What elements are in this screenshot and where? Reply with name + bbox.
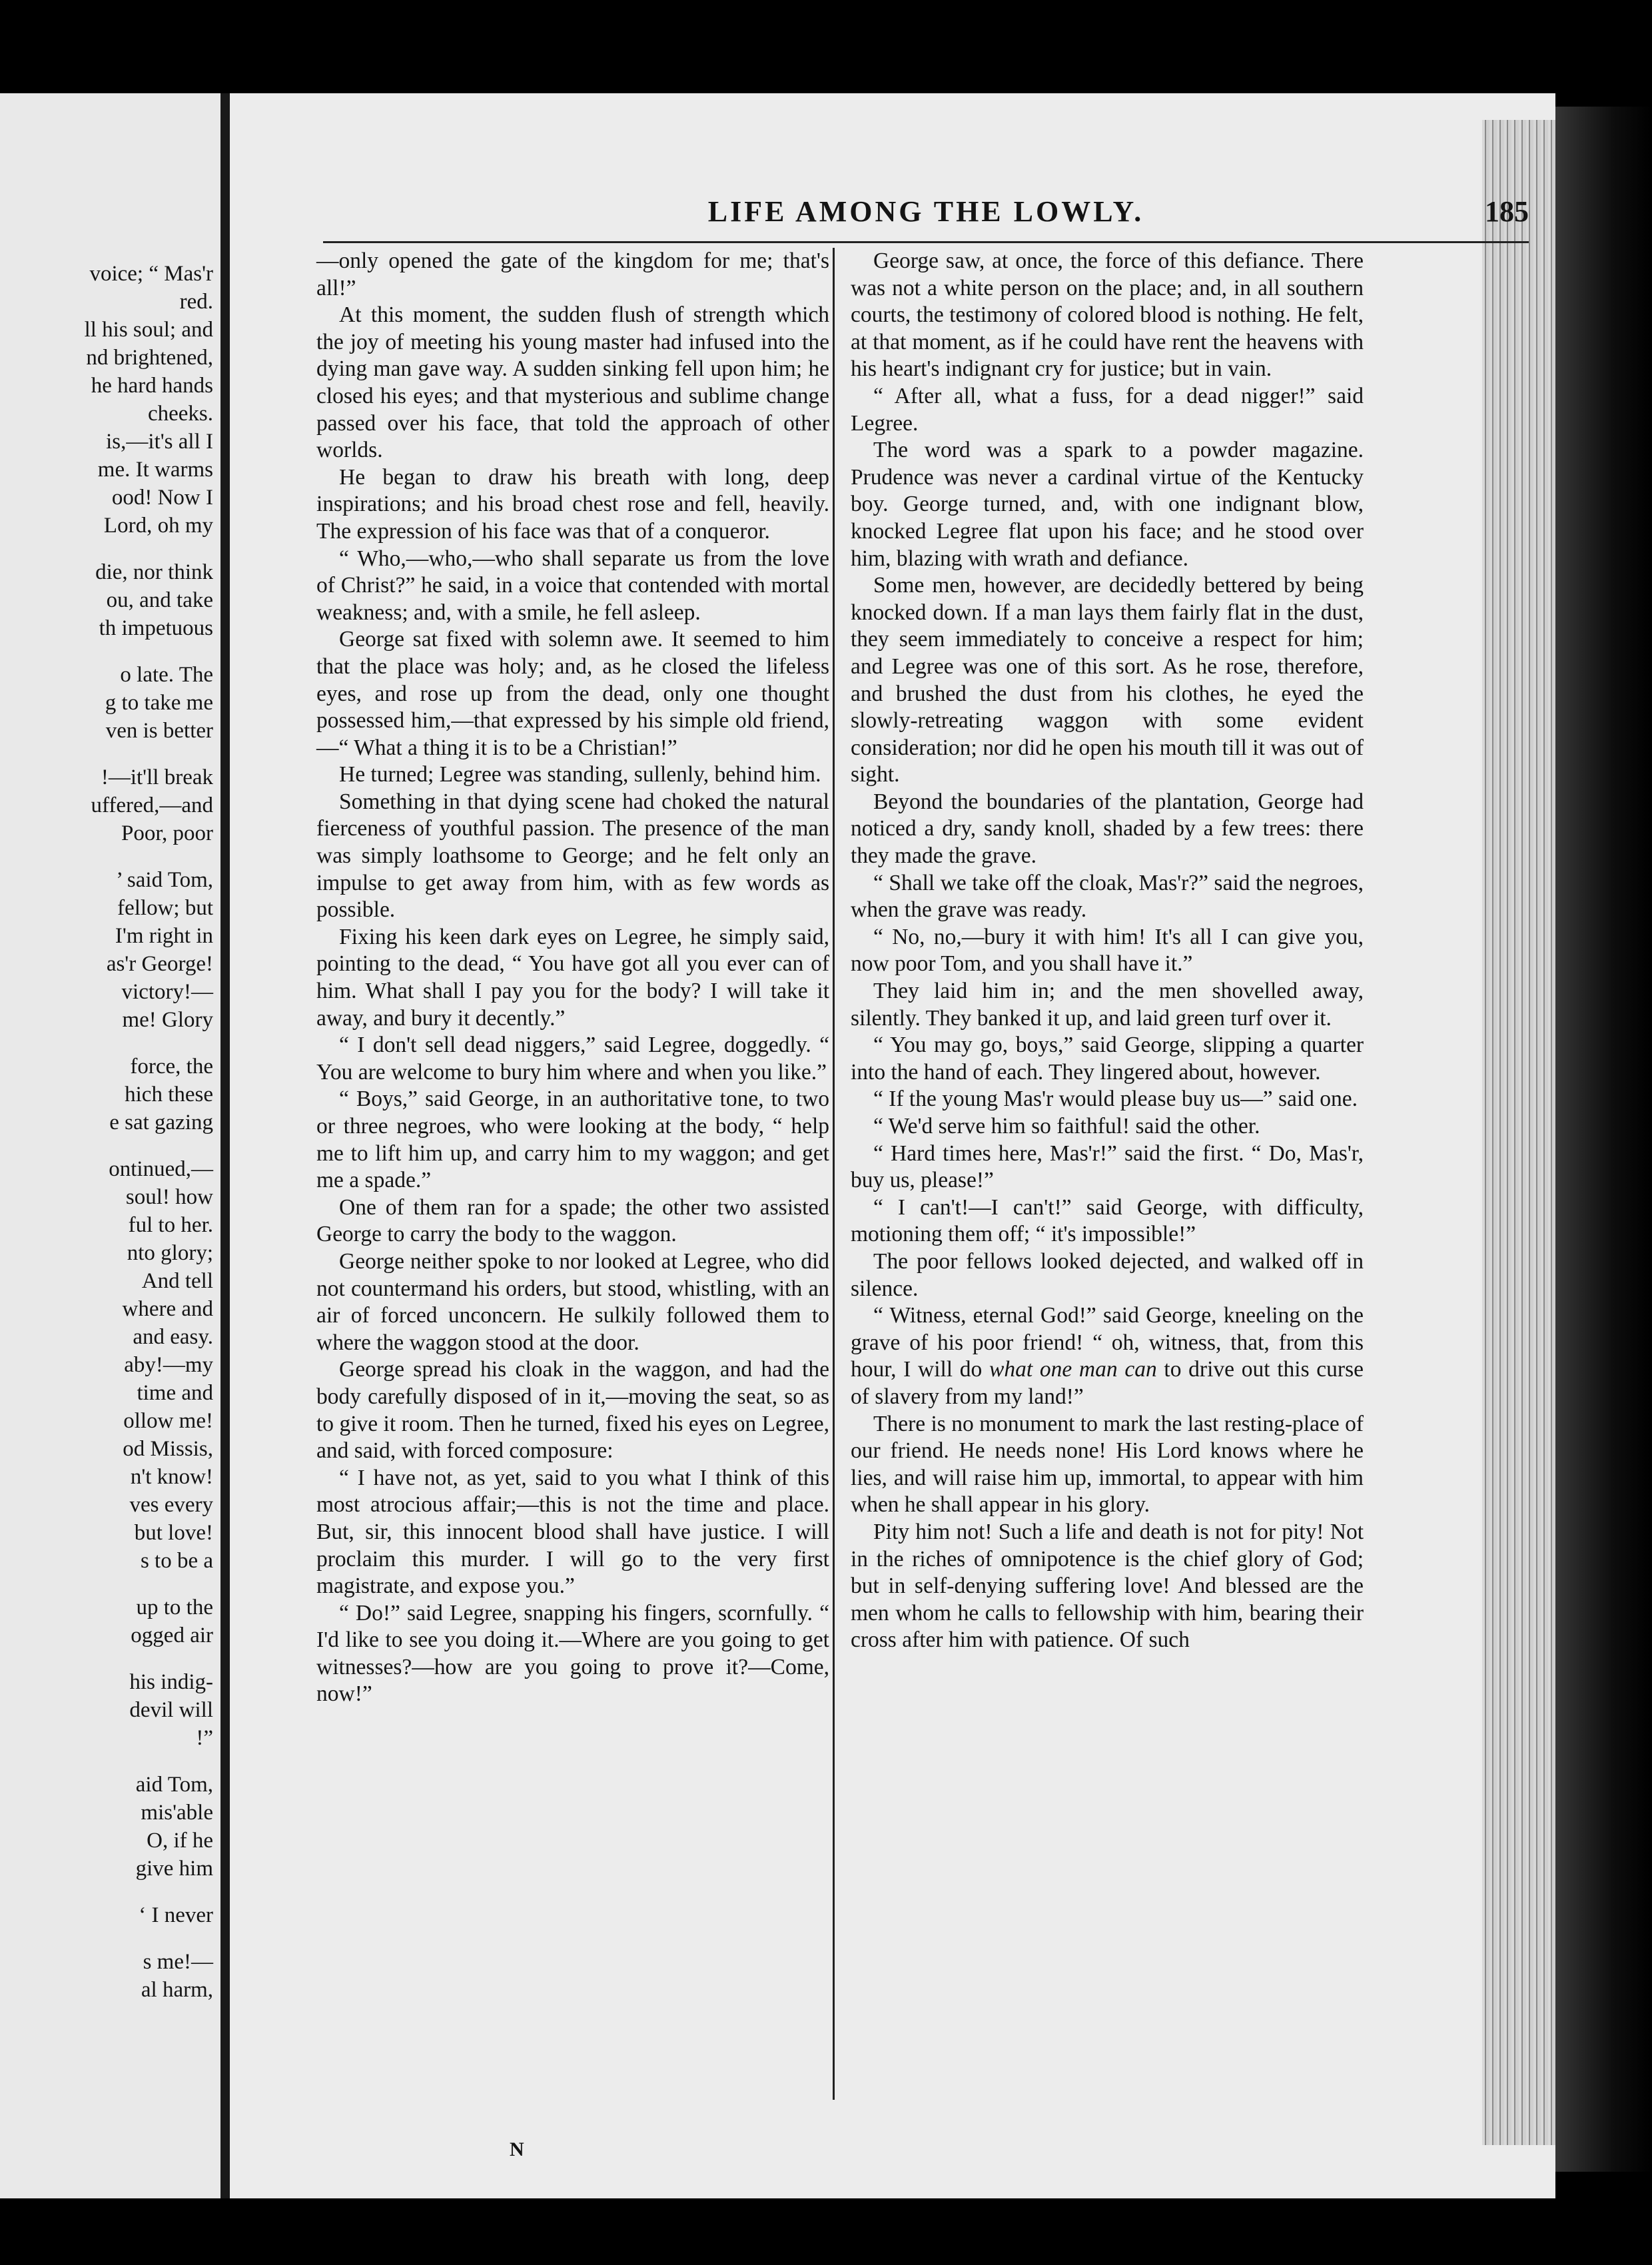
page-number: 185: [1485, 195, 1529, 228]
text-fragment: soul! how: [125, 1185, 213, 1209]
italic-phrase: what one man can: [989, 1357, 1157, 1382]
text-fragment: ven is better: [105, 719, 213, 743]
text-fragment: !—it'll break: [101, 765, 213, 789]
text-fragment: ’ said Tom,: [116, 868, 213, 892]
text-fragment: s me!—: [143, 1950, 213, 1974]
paragraph: George spread his cloak in the waggon, and had the body carefully disposed of in it,—moving the seat, so as to give it room. Then he turned, fixed his eyes on Legree, and said, with forced composure:: [316, 1357, 829, 1464]
text-fragment: Poor, poor: [121, 821, 213, 845]
page-header: [323, 195, 1529, 234]
paragraph: “ We'd serve him so faithful! said the other.: [873, 1114, 1260, 1138]
text-fragment: devil will: [129, 1698, 213, 1722]
paragraph-gap: [0, 1575, 213, 1593]
text-fragment: I'm right in: [115, 924, 213, 948]
text-fragment: give him: [135, 1857, 213, 1881]
text-fragment: nto glory;: [127, 1241, 213, 1265]
text-fragment: and easy.: [133, 1325, 213, 1349]
left-column: [316, 248, 829, 1708]
paragraph: Something in that dying scene had choked the natural fierceness of youthful passion. The presence of the man was simply loathsome to George; and he felt only an impulse to get away from him, with as few words as possible.: [316, 789, 829, 923]
text-fragment: die, nor think: [95, 560, 213, 584]
text-fragment: fellow; but: [117, 896, 213, 920]
left-page-text: [0, 260, 213, 2004]
text-fragment: time and: [137, 1381, 213, 1405]
paragraph: They laid him in; and the men shovelled away, silently. They banked it up, and laid green turf over it.: [851, 979, 1364, 1031]
text-fragment: uffered,—and: [91, 793, 213, 817]
text-fragment: ontinued,—: [109, 1157, 213, 1181]
paragraph-gap: [0, 1752, 213, 1771]
signature-mark: N: [510, 2138, 524, 2160]
paragraph-gap: [0, 1649, 213, 1668]
paragraph: One of them ran for a spade; the other two assisted George to carry the body to the waggon.: [316, 1194, 829, 1247]
text-fragment: red.: [179, 290, 213, 314]
paragraph-gap: [0, 1034, 213, 1053]
text-fragment: g to take me: [105, 691, 213, 715]
paragraph: Pity him not! Such a life and death is not for pity! Not in the riches of omnipotence is the chief glory of God; but in self-denying suffering love! And blessed are the men whom he calls to fellowship with him, bearing their cross after him with patience. Of such: [851, 1519, 1364, 1653]
text-fragment: he hard hands: [91, 374, 213, 398]
text-fragment: mis'able: [141, 1801, 213, 1825]
paragraph-gap: [0, 540, 213, 558]
header-rule: [323, 241, 1529, 243]
paragraph: “ Do!” said Legree, snapping his fingers, scornfully. “ I'd like to see you doing it.—Where are you going to get witnesses?—how are you going to prove it?—Come, now!”: [316, 1600, 829, 1707]
paragraph: “ Who,—who,—who shall separate us from the love of Christ?” he said, in a voice that contended with mortal weakness; and, with a smile, he fell asleep.: [316, 546, 829, 625]
text-fragment: al harm,: [141, 1978, 213, 2002]
paragraph-gap: [0, 1136, 213, 1155]
paragraph: George saw, at once, the force of this defiance. There was not a white person on the place; and, in all southern courts, the testimony of colored blood is nothing. He felt, at that moment, as if he could have rent the heavens with his heart's indignant cry for justice; but in vain.: [851, 248, 1364, 382]
left-page: [0, 93, 230, 2198]
text-fragment: me. It warms: [97, 458, 213, 482]
text-fragment: ful to her.: [128, 1213, 213, 1237]
text-fragment: n't know!: [130, 1465, 213, 1489]
text-fragment: up to the: [136, 1595, 213, 1619]
paragraph: Beyond the boundaries of the plantation, George had noticed a dry, sandy knoll, shaded by a few trees: there they made the grave.: [851, 789, 1364, 869]
paragraph: “ I don't sell dead niggers,” said Legree, doggedly. “ You are welcome to bury him where and when you like.”: [316, 1033, 829, 1085]
paragraph: Some men, however, are decidedly bettered by being knocked down. If a man lays them fairly flat in the dust, they seem immediately to conceive a respect for him; and Legree was one of this sort. As he rose, therefore, and brushed the dust from his clothes, he eyed the slowly-retreating waggon with some evident consideration; nor did he open his mouth till it was out of sight.: [851, 573, 1364, 787]
paragraph: He turned; Legree was standing, sullenly, behind him.: [339, 762, 821, 787]
paragraph-text: to drive out this curse of slavery from my land!”: [851, 1357, 1364, 1409]
paragraph: George neither spoke to nor looked at Legree, who did not countermand his orders, but stood, whistling, with an air of forced unconcern. He sulkily followed them to where the waggon stood at the door.: [316, 1248, 829, 1355]
text-fragment: victory!—: [121, 980, 213, 1004]
text-fragment: ‘ I never: [139, 1903, 213, 1927]
text-fragment: o late. The: [120, 663, 213, 687]
paragraph: “ I have not, as yet, said to you what I think of this most atrocious affair;—this is not the time and place. But, sir, this innocent blood shall have justice. I will proclaim this murder. I will go to the very first magistrate, and expose you.”: [316, 1465, 829, 1599]
paragraph: At this moment, the sudden flush of strength which the joy of meeting his young master had infused into the dying man gave way. A sudden sinking fell upon him; he closed his eyes; and that mysterious and sublime change passed over his face, that told the approach of other worlds.: [316, 302, 829, 463]
right-column: [851, 248, 1364, 1654]
text-fragment: but love!: [134, 1521, 213, 1545]
text-fragment: ll his soul; and: [84, 318, 213, 342]
page-edges: [1482, 120, 1555, 2145]
text-fragment: ves every: [129, 1493, 213, 1517]
running-title: LIFE AMONG THE LOWLY.: [707, 195, 1144, 228]
paragraph: “ I can't!—I can't!” said George, with difficulty, motioning them off; “ it's impossible!”: [851, 1194, 1364, 1247]
paragraph-gap: [0, 642, 213, 661]
text-fragment: voice; “ Mas'r: [89, 262, 213, 286]
text-fragment: !”: [196, 1726, 213, 1750]
text-fragment: th impetuous: [99, 616, 213, 640]
text-fragment: me! Glory: [122, 1008, 213, 1032]
paragraph: [851, 1302, 1364, 1410]
paragraph: “ After all, what a fuss, for a dead nigger!” said Legree.: [851, 383, 1364, 436]
paragraph-text: “ Witness, eternal God!” said George, kneeling on the grave of his poor friend! “ oh, witness, that, from this hour, I will do: [851, 1303, 1364, 1382]
paragraph-gap: [0, 1883, 213, 1901]
text-fragment: aby!—my: [124, 1353, 213, 1377]
text-fragment: hich these: [125, 1083, 213, 1107]
paragraph: The word was a spark to a powder magazine. Prudence was never a cardinal virtue of the Kentucky boy. George turned, and, with one indignant blow, knocked Legree flat upon his face; and he stood over him, blazing with wrath and defiance.: [851, 438, 1364, 571]
text-fragment: is,—it's all I: [106, 430, 213, 454]
text-fragment: aid Tom,: [135, 1773, 213, 1797]
text-fragment: And tell: [141, 1269, 213, 1293]
paragraph: —only opened the gate of the kingdom for me; that's all!”: [316, 248, 829, 300]
paragraph: “ Boys,” said George, in an authoritative tone, to two or three negroes, who were looking at the body, “ help me to lift him up, and carry him to my waggon; and get me a spade.”: [316, 1087, 829, 1193]
text-fragment: ou, and take: [106, 588, 213, 612]
paragraph: Fixing his keen dark eyes on Legree, he simply said, pointing to the dead, “ You have got all you ever can of him. What shall I pay you for the body? I will take it away, and bury it decently.”: [316, 924, 829, 1031]
text-fragment: force, the: [130, 1055, 213, 1079]
paragraph: The poor fellows looked dejected, and walked off in silence.: [851, 1248, 1364, 1301]
left-page-edge: [220, 93, 230, 2198]
paragraph: “ No, no,—bury it with him! It's all I can give you, now poor Tom, and you shall have it.”: [851, 924, 1364, 977]
paragraph: He began to draw his breath with long, deep inspirations; and his broad chest rose and fell, heavily. The expression of his face was that of a conqueror.: [316, 464, 829, 544]
text-fragment: ollow me!: [123, 1409, 213, 1433]
text-fragment: cheeks.: [147, 402, 213, 426]
paragraph-gap: [0, 1929, 213, 1948]
text-fragment: ood! Now I: [111, 486, 213, 510]
text-fragment: e sat gazing: [109, 1111, 213, 1134]
paragraph: “ You may go, boys,” said George, slipping a quarter into the hand of each. They lingered about, however.: [851, 1033, 1364, 1085]
paragraph: “ Hard times here, Mas'r!” said the first. “ Do, Mas'r, buy us, please!”: [851, 1140, 1364, 1193]
right-page: [230, 93, 1555, 2198]
text-fragment: nd brightened,: [86, 346, 213, 370]
text-fragment: where and: [122, 1297, 213, 1321]
text-fragment: Lord, oh my: [103, 514, 213, 538]
text-fragment: his indig-: [129, 1670, 213, 1694]
column-divider: [833, 248, 835, 2100]
text-fragment: as'r George!: [106, 952, 213, 976]
paragraph-gap: [0, 745, 213, 763]
text-fragment: ogged air: [131, 1623, 213, 1647]
paragraph: George sat fixed with solemn awe. It seemed to him that the place was holy; and, as he closed the lifeless eyes, and rose up from the dead, only one thought possessed him,—that expressed by his simple old friend,—“ What a thing it is to be a Christian!”: [316, 627, 829, 760]
paragraph-gap: [0, 847, 213, 866]
text-fragment: s to be a: [140, 1549, 213, 1573]
paragraph: “ If the young Mas'r would please buy us—” said one.: [873, 1087, 1358, 1112]
paragraph: There is no monument to mark the last resting-place of our friend. He needs none! His Lord knows where he lies, and will raise him up, immortal, to appear with him when he shall appear in his glory.: [851, 1411, 1364, 1518]
text-fragment: O, if he: [147, 1829, 213, 1853]
text-fragment: od Missis,: [123, 1437, 213, 1461]
paragraph: “ Shall we take off the cloak, Mas'r?” said the negroes, when the grave was ready.: [851, 870, 1364, 923]
